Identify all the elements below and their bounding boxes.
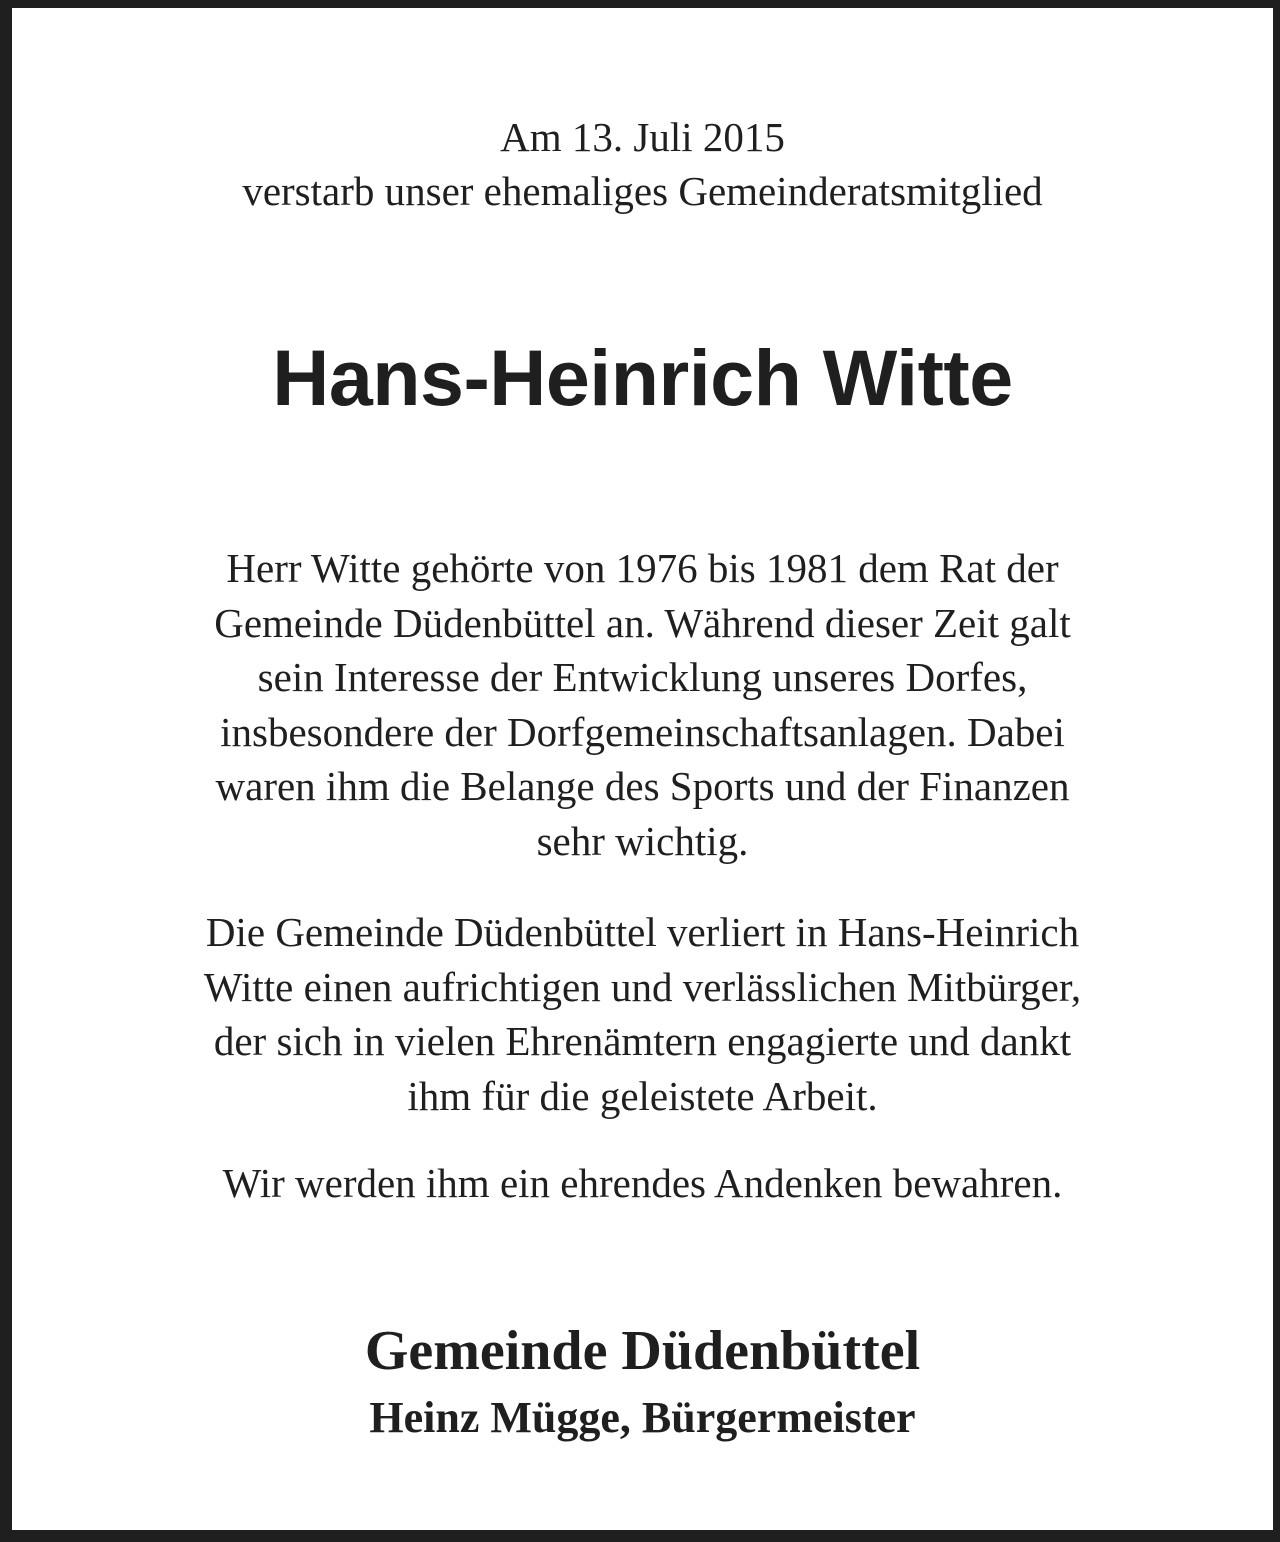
text-line: insbesondere der Dorfgemeinschaftsanlagen. Dabei [220, 708, 1065, 755]
tribute-paragraph [12, 905, 1273, 1123]
signature-person: Heinz Mügge, Bürgermeister [369, 1393, 916, 1442]
text-line: Witte einen aufrichtigen und verlässlichen Mitbürger, [203, 963, 1082, 1010]
text-line: waren ihm die Belange des Sports und der Finanzen [215, 763, 1070, 809]
text-line: sehr wichtig. [536, 817, 749, 864]
signature-organization: Gemeinde Düdenbüttel [364, 1320, 921, 1382]
biography-paragraph [12, 541, 1273, 868]
text-line: Gemeinde Düdenbüttel an. Während dieser Zeit galt [214, 599, 1071, 646]
text-line: Herr Witte gehörte von 1976 bis 1981 dem Rat der [226, 545, 1059, 591]
text-line: sein Interesse der Entwicklung unseres Dorfes, [257, 654, 1028, 700]
text-line: ihm für die geleistete Arbeit. [407, 1072, 878, 1119]
text-line: der sich in vielen Ehrenämtern engagierte und dankt [213, 1018, 1072, 1064]
intro-line: verstarb unser ehemaliges Gemeinderatsmitglied [242, 168, 1043, 214]
remembrance-paragraph [12, 1156, 1273, 1211]
text-line: Die Gemeinde Düdenbüttel verliert in Hans-Heinrich [205, 909, 1080, 955]
death-date-line: Am 13. Juli 2015 [500, 114, 785, 160]
text-line: Wir werden ihm ein ehrendes Andenken bewahren. [222, 1160, 1063, 1206]
deceased-name: Hans-Heinrich Witte [272, 333, 1013, 422]
